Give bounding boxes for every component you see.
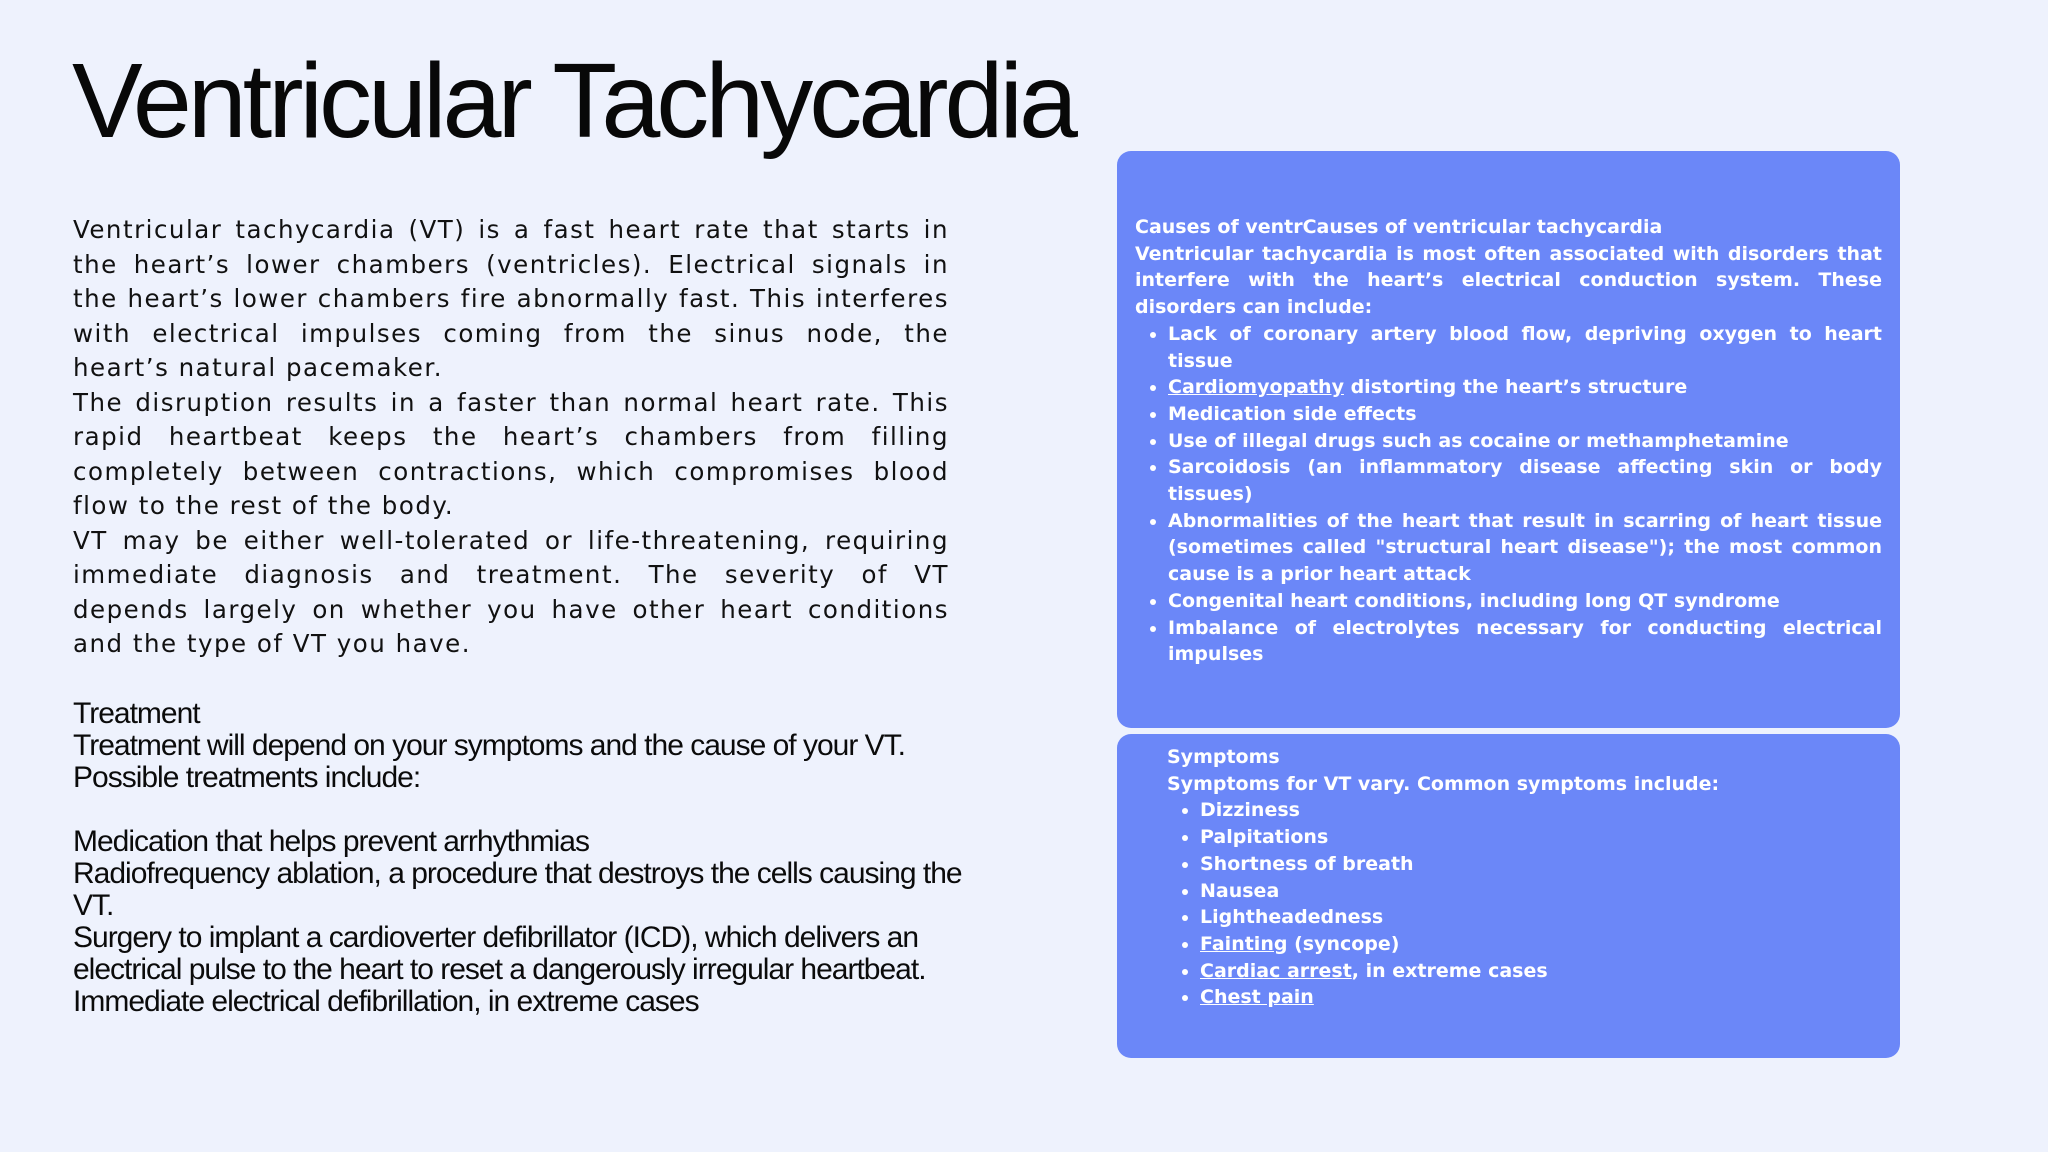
- page-title: Ventricular Tachycardia: [72, 42, 1074, 160]
- list-item: • Lightheadedness: [1200, 904, 1867, 931]
- cardiac-arrest-link[interactable]: Cardiac arrest: [1200, 959, 1352, 982]
- causes-content: [1135, 214, 1882, 668]
- treatment-item-defibrillation: Immediate electrical defibrillation, in extreme cases: [73, 985, 699, 1018]
- treatment-intro: Treatment will depend on your symptoms and the cause of your VT. Possible treatments include:: [73, 729, 906, 794]
- intro-paragraph-3: VT may be either well-tolerated or life-threatening, requiring immediate diagnosis and treatment. The severity of VT depends largely on whether you have other heart conditions and the type of VT you have.: [73, 525, 949, 658]
- causes-card: [1117, 151, 1900, 728]
- list-item: • Palpitations: [1200, 824, 1867, 851]
- list-item: • Nausea: [1200, 878, 1867, 905]
- symptoms-intro: Symptoms for VT vary. Common symptoms include:: [1167, 772, 1720, 795]
- treatment-heading: Treatment: [73, 697, 200, 730]
- list-item: • Abnormalities of the heart that result in scarring of heart tissue (sometimes called "structural heart disease"); the most common cause is a prior heart attack: [1168, 508, 1882, 588]
- cardiomyopathy-link[interactable]: Cardiomyopathy: [1168, 376, 1344, 399]
- list-item: • Dizziness: [1200, 797, 1867, 824]
- fainting-text: (syncope): [1287, 932, 1400, 955]
- treatment-item-ablation: Radiofrequency ablation, a procedure that destroys the cells causing the VT.: [73, 857, 962, 922]
- cardiac-arrest-text: , in extreme cases: [1351, 959, 1548, 982]
- list-item: • Shortness of breath: [1200, 851, 1867, 878]
- symptoms-heading: Symptoms: [1167, 746, 1280, 768]
- treatment-item-icd-surgery: Surgery to implant a cardioverter defibrillator (ICD), which delivers an electrical pulse to the heart to reset a dangerously irregular heartbeat.: [73, 921, 926, 986]
- list-item: • Lack of coronary artery blood flow, depriving oxygen to heart tissue: [1168, 321, 1882, 374]
- causes-list: [1135, 321, 1882, 668]
- causes-heading: Causes of ventrCauses of ventricular tachycardia: [1135, 216, 1663, 238]
- list-item: • Use of illegal drugs such as cocaine or methamphetamine: [1168, 428, 1882, 455]
- intro-section: [73, 213, 949, 662]
- symptoms-card: [1117, 734, 1900, 1058]
- list-item: [1200, 984, 1867, 1011]
- symptoms-content: [1167, 744, 1867, 1011]
- list-item: • Sarcoidosis (an inflammatory disease affecting skin or body tissues): [1168, 454, 1882, 507]
- causes-intro: Ventricular tachycardia is most often associated with disorders that interfere with the heart’s electrical conduction system. These disorders can include:: [1135, 242, 1882, 319]
- intro-paragraph-1: Ventricular tachycardia (VT) is a fast heart rate that starts in the heart’s lower chambers (ventricles). Electrical signals in the heart’s lower chambers fire abnormally fast. This interferes with electrical impulses coming from the sinus node, the heart’s natural pacemaker.: [73, 215, 949, 382]
- list-item: [1200, 931, 1867, 958]
- treatment-spacer: [73, 794, 973, 826]
- intro-paragraph-2: The disruption results in a faster than normal heart rate. This rapid heartbeat keeps the heart’s chambers from filling completely between contractions, which compromises blood flow to the rest of the body.: [73, 387, 949, 520]
- list-item: • Medication side effects: [1168, 401, 1882, 428]
- list-item: • Imbalance of electrolytes necessary for conducting electrical impulses: [1168, 615, 1882, 668]
- treatment-section: [73, 698, 973, 1018]
- list-item: [1200, 958, 1867, 985]
- fainting-link[interactable]: Fainting: [1200, 932, 1288, 955]
- cardiomyopathy-text: distorting the heart’s structure: [1343, 376, 1688, 399]
- list-item: • Congenital heart conditions, including long QT syndrome: [1168, 588, 1882, 615]
- treatment-item-medication: Medication that helps prevent arrhythmias: [73, 825, 589, 858]
- chest-pain-link[interactable]: Chest pain: [1200, 986, 1314, 1009]
- list-item: [1168, 374, 1882, 401]
- symptoms-list: [1167, 797, 1867, 1011]
